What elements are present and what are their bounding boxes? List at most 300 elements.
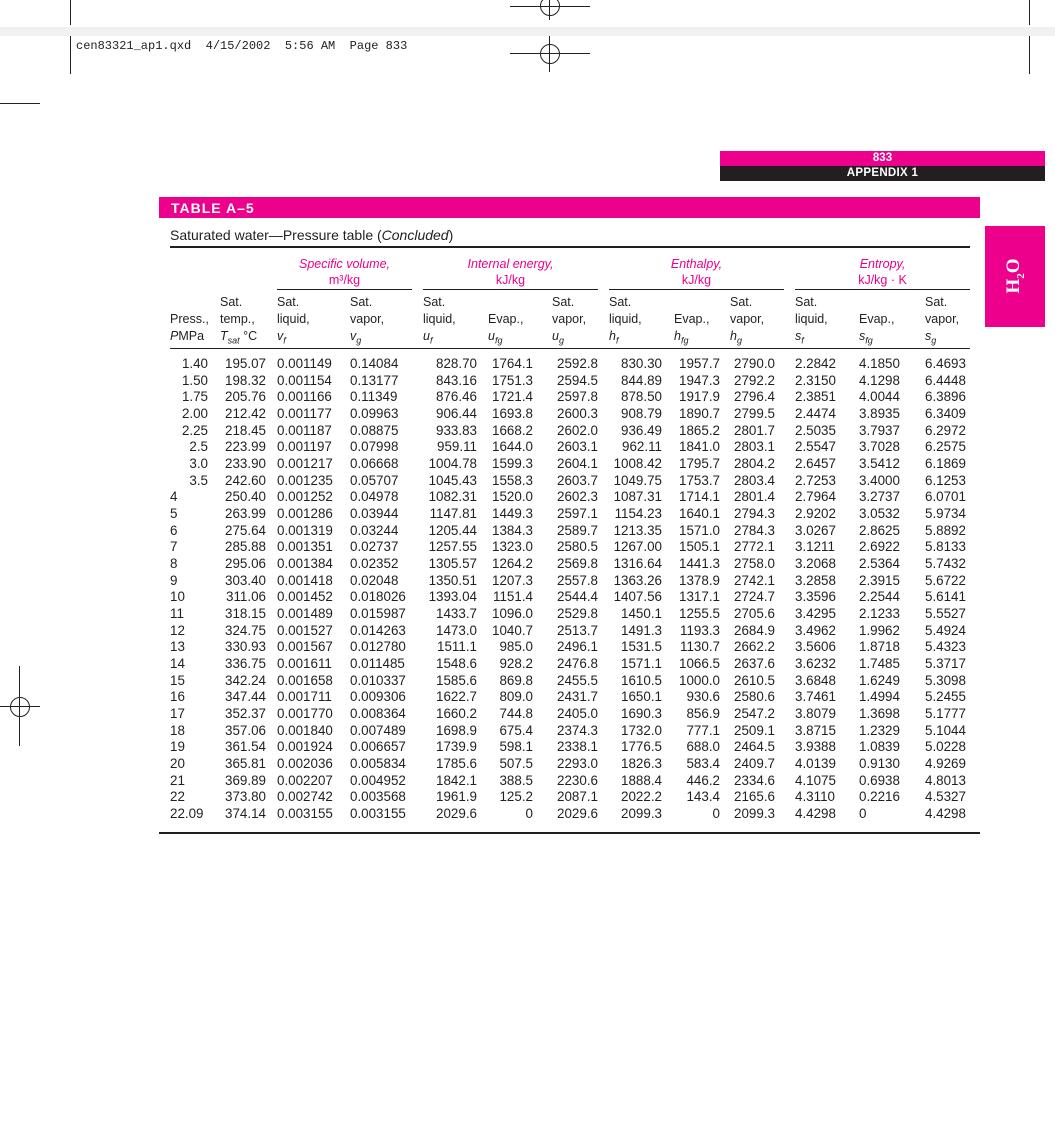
table-cell: 1267.00 <box>613 539 662 555</box>
table-cell: 6 <box>170 522 178 538</box>
table-cell: 2544.4 <box>557 589 598 605</box>
table-cell: 1698.9 <box>436 722 477 738</box>
table-cell: 4.1298 <box>859 372 900 388</box>
table-cell: 1571.0 <box>679 522 720 538</box>
table-cell: 0.008364 <box>350 706 406 722</box>
table-cell: 3.7028 <box>859 439 900 455</box>
crop-mark-left <box>0 103 40 104</box>
table-cell: 0.02048 <box>350 572 399 588</box>
table-cell: 125.2 <box>499 789 533 805</box>
table-cell: 6.3896 <box>925 389 966 405</box>
table-cell: 985.0 <box>499 639 533 655</box>
table-cell: 275.64 <box>225 522 266 538</box>
table-cell: 1947.3 <box>679 372 720 388</box>
table-cell: 365.81 <box>225 756 266 772</box>
table-cell: 3.2068 <box>795 556 836 572</box>
crop-mark-tr-lower <box>1029 36 1030 74</box>
table-cell: 0.001527 <box>277 622 333 638</box>
table-cell: 2087.1 <box>557 789 598 805</box>
table-cell: 1151.4 <box>493 589 533 605</box>
table-cell: 1961.9 <box>436 789 477 805</box>
table-cell: 1548.6 <box>436 656 477 672</box>
table-cell: 1378.9 <box>679 572 720 588</box>
table-cell: 0.05707 <box>350 472 399 488</box>
table-cell: 0.001452 <box>277 589 333 605</box>
table-cell: 1.40 <box>181 356 208 371</box>
table-cell: 1441.3 <box>679 556 720 572</box>
table-cell: 1154.23 <box>614 506 662 522</box>
table-cell: 0.6938 <box>859 772 900 788</box>
table-caption: Saturated water—Pressure table (Concluded) <box>170 227 454 243</box>
table-cell: 374.14 <box>225 806 266 822</box>
table-cell: 962.11 <box>622 439 662 455</box>
table-cell: 2374.3 <box>557 722 598 738</box>
table-cell: 0.002036 <box>277 756 333 772</box>
table-cell: 0.02737 <box>350 539 399 555</box>
table-cell: 17 <box>170 706 185 722</box>
table-cell: 0.001197 <box>277 439 332 455</box>
table-cell: 6.4693 <box>925 356 966 371</box>
table-cell: 2662.2 <box>734 639 775 655</box>
table-cell: 0.009306 <box>350 689 406 705</box>
table-cell: 1087.31 <box>613 489 662 505</box>
table-cell: 1.2329 <box>859 722 900 738</box>
table-cell: 1317.1 <box>679 589 720 605</box>
table-cell: 446.2 <box>686 772 720 788</box>
table-cell: 6.2575 <box>925 439 966 455</box>
table-cell: 2.6922 <box>859 539 900 555</box>
table-cell: 0.001611 <box>277 656 332 672</box>
table-cell: 1865.2 <box>679 422 720 438</box>
group-enthalpy: Enthalpy, kJ/kg <box>670 257 723 287</box>
table-cell: 2293.0 <box>557 756 598 772</box>
table-cell: 2099.3 <box>734 806 775 822</box>
table-cell: 1049.75 <box>613 472 662 488</box>
table-cell: 0.001235 <box>277 472 333 488</box>
table-cell: 1558.3 <box>492 472 533 488</box>
table-cell: 1004.78 <box>428 456 477 472</box>
table-cell: 6.1253 <box>925 472 966 488</box>
table-cell: 1.75 <box>181 389 208 405</box>
table-cell: 933.83 <box>436 422 477 438</box>
table-cell: 2594.5 <box>557 372 598 388</box>
table-cell: 0.001418 <box>277 572 333 588</box>
table-cell: 2.00 <box>181 406 208 421</box>
table-cell: 250.40 <box>225 489 266 505</box>
table-cell: 5.6722 <box>925 572 966 588</box>
table-cell: 2405.0 <box>557 706 598 722</box>
table-cell: 1505.1 <box>679 539 720 555</box>
table-cell: 1.3698 <box>859 706 900 722</box>
table-cell: 5.1044 <box>925 722 966 738</box>
column-header-2: Sat. liquid, $v_f$ <box>277 295 310 346</box>
group-internal-energy: Internal energy, kJ/kg <box>467 257 554 287</box>
table-cell: 373.80 <box>225 789 266 805</box>
table-cell: 0.03244 <box>350 522 399 538</box>
table-cell: 0.015987 <box>350 606 406 622</box>
table-cell: 1363.26 <box>613 572 662 588</box>
table-cell: 2592.8 <box>557 356 598 371</box>
table-cell: 1384.3 <box>492 522 533 538</box>
table-cell: 0.06668 <box>350 456 399 472</box>
table-cell: 1491.3 <box>621 622 662 638</box>
table-cell: 1917.9 <box>679 389 720 405</box>
table-cell: 16 <box>170 689 185 705</box>
table-cell: 959.11 <box>437 439 477 455</box>
table-cell: 0.001770 <box>277 706 333 722</box>
table-cell: 295.06 <box>225 556 266 572</box>
table-cell: 0.003155 <box>350 806 406 822</box>
table-cell: 1193.3 <box>680 622 720 638</box>
table-cell: 878.50 <box>621 389 662 405</box>
table-cell: 2165.6 <box>734 789 775 805</box>
table-cell: 2724.7 <box>734 589 775 605</box>
table-cell: 1690.3 <box>621 706 662 722</box>
table-cell: 2796.4 <box>734 389 775 405</box>
table-cell: 20 <box>170 756 185 772</box>
table-cell: 3.5606 <box>795 639 836 655</box>
table-cell: 369.89 <box>225 772 266 788</box>
table-cell: 1842.1 <box>436 772 477 788</box>
table-cell: 2.5 <box>189 439 208 455</box>
table-cell: 1826.3 <box>621 756 662 772</box>
column-header-10: Sat. liquid, $s_f$ <box>795 295 828 346</box>
table-cell: 2803.4 <box>734 472 775 488</box>
table-cell: 2496.1 <box>557 639 598 655</box>
table-cell: 0.001351 <box>277 539 333 555</box>
table-cell: 5.2455 <box>925 689 966 705</box>
table-cell: 0.001840 <box>277 722 333 738</box>
group-entropy: Entropy, kJ/kg · K <box>858 257 907 287</box>
table-cell: 1610.5 <box>621 672 662 688</box>
table-cell: 0.14084 <box>350 356 399 371</box>
slug-line: cen83321_ap1.qxd 4/15/2002 5:56 AM Page 833 <box>76 39 408 53</box>
table-cell: 5.9734 <box>925 506 966 522</box>
table-cell: 4 <box>170 489 178 505</box>
table-cell: 0.007489 <box>350 722 406 738</box>
table-cell: 1008.42 <box>613 456 662 472</box>
table-cell: 4.1850 <box>859 356 900 371</box>
table-cell: 2029.6 <box>436 806 477 822</box>
table-cell: 0.006657 <box>350 739 406 755</box>
table-cell: 3.2737 <box>859 489 900 505</box>
table-cell: 303.40 <box>225 572 266 588</box>
table-cell: 0.005834 <box>350 756 406 772</box>
appendix-label: APPENDIX 1 <box>720 166 1045 181</box>
column-header-7: Sat. liquid, $h_f$ <box>609 295 642 346</box>
table-cell: 2.5364 <box>859 556 900 572</box>
table-cell: 1.8718 <box>859 639 900 655</box>
table-cell: 0.004952 <box>350 772 406 788</box>
table-cell: 3.5412 <box>859 456 900 472</box>
registration-mark-top <box>540 0 560 16</box>
table-cell: 3.2858 <box>795 572 836 588</box>
table-cell: 0.011485 <box>350 656 405 672</box>
caption-rule <box>170 246 970 248</box>
crop-mark-tl-lower <box>70 36 71 74</box>
table-cell: 2029.6 <box>557 806 598 822</box>
column-header-6: Sat. vapor, $u_g$ <box>552 295 587 346</box>
table-cell: 1393.04 <box>428 589 477 605</box>
h2o-side-tab <box>985 226 1045 327</box>
table-cell: 2513.7 <box>557 622 598 638</box>
table-cell: 1714.1 <box>679 489 720 505</box>
table-cell: 2.7964 <box>795 489 836 505</box>
table-cell: 688.0 <box>686 739 720 755</box>
table-cell: 2547.2 <box>734 706 775 722</box>
table-cell: 2784.3 <box>734 522 775 538</box>
table-cell: 0.010337 <box>350 672 406 688</box>
table-cell: 1323.0 <box>492 539 533 555</box>
table-cell: 12 <box>170 622 185 638</box>
table-cell: 1449.3 <box>492 506 533 522</box>
table-cell: 21 <box>170 772 185 788</box>
table-cell: 1147.81 <box>429 506 477 522</box>
table-cell: 2509.1 <box>734 722 775 738</box>
table-cell: 0.02352 <box>350 556 399 572</box>
table-cell: 1407.56 <box>613 589 662 605</box>
table-cell: 2742.1 <box>734 572 775 588</box>
table-cell: 6.3409 <box>925 406 966 421</box>
table-cell: 3.6848 <box>795 672 836 688</box>
table-cell: 2799.5 <box>734 406 775 421</box>
table-cell: 0.002207 <box>277 772 333 788</box>
top-band <box>0 27 1055 36</box>
table-cell: 1668.2 <box>492 422 533 438</box>
table-cell: 388.5 <box>499 772 533 788</box>
table-cell: 0.2216 <box>859 789 900 805</box>
table-cell: 1753.7 <box>679 472 720 488</box>
table-cell: 1213.35 <box>613 522 662 538</box>
table-cell: 936.49 <box>621 422 662 438</box>
table-cell: 2557.8 <box>557 572 598 588</box>
table-cell: 2099.3 <box>621 806 662 822</box>
table-cell: 1350.51 <box>428 572 477 588</box>
table-cell: 0.04978 <box>350 489 399 505</box>
table-cell: 1571.1 <box>621 656 662 672</box>
table-cell: 828.70 <box>436 356 477 371</box>
table-cell: 1255.5 <box>679 606 720 622</box>
table-cell: 507.5 <box>499 756 533 772</box>
table-cell: 3.3596 <box>795 589 836 605</box>
table-cell: 583.4 <box>686 756 720 772</box>
column-header-9: Sat. vapor, $h_g$ <box>730 295 765 346</box>
table-cell: 1650.1 <box>621 689 662 705</box>
table-cell: 2409.7 <box>734 756 775 772</box>
table-cell: 675.4 <box>499 722 533 738</box>
table-cell: 2602.0 <box>557 422 598 438</box>
table-cell: 1751.3 <box>492 372 533 388</box>
table-cell: 0 <box>712 806 720 822</box>
table-cell: 6.4448 <box>925 372 966 388</box>
table-cell: 3.8715 <box>795 722 836 738</box>
table-cell: 0.018026 <box>350 589 406 605</box>
registration-mark-left <box>10 697 30 717</box>
table-cell: 2803.1 <box>734 439 775 455</box>
table-cell: 2597.8 <box>557 389 598 405</box>
table-cell: 1.0839 <box>859 739 900 755</box>
table-cell: 7 <box>170 539 178 555</box>
group-specific-volume: Specific volume, m³/kg <box>298 257 390 287</box>
column-header-4: Sat. liquid, $u_f$ <box>423 295 456 346</box>
table-cell: 2801.4 <box>734 489 775 505</box>
table-cell: 2.25 <box>181 422 208 438</box>
table-cell: 2476.8 <box>557 656 598 672</box>
table-cell: 2529.8 <box>557 606 598 622</box>
column-header-11: Evap., $s_{fg}$ <box>859 312 895 346</box>
table-cell: 143.4 <box>686 789 720 805</box>
table-cell: 2589.7 <box>557 522 598 538</box>
table-cell: 1257.55 <box>428 539 477 555</box>
table-cell: 1531.5 <box>621 639 662 655</box>
table-cell: 2790.0 <box>734 356 775 371</box>
table-cell: 3.0267 <box>795 522 836 538</box>
table-cell: 6.1869 <box>925 456 966 472</box>
table-cell: 1511.1 <box>437 639 477 655</box>
table-cell: 0.002742 <box>277 789 333 805</box>
table-bottom-rule <box>159 832 980 834</box>
table-cell: 5.1777 <box>925 706 966 722</box>
table-cell: 311.06 <box>226 589 266 605</box>
table-cell: 263.99 <box>225 506 266 522</box>
table-cell: 0 <box>525 806 533 822</box>
table-cell: 2637.6 <box>734 656 775 672</box>
table-cell: 0.001924 <box>277 739 333 755</box>
table-cell: 1599.3 <box>492 456 533 472</box>
table-cell: 361.54 <box>225 739 266 755</box>
table-cell: 212.42 <box>225 406 266 421</box>
table-cell: 598.1 <box>499 739 533 755</box>
table-cell: 14 <box>170 656 185 672</box>
table-cell: 195.07 <box>225 356 266 371</box>
table-cell: 5.8133 <box>925 539 966 555</box>
table-cell: 205.76 <box>225 389 266 405</box>
table-cell: 2.2842 <box>795 356 836 371</box>
table-cell: 4.4298 <box>795 806 836 822</box>
table-cell: 1721.4 <box>492 389 533 405</box>
table-cell: 324.75 <box>225 622 266 638</box>
table-cell: 3.8935 <box>859 406 900 421</box>
table-cell: 0.001217 <box>277 456 333 472</box>
crop-mark-tr <box>1029 0 1030 25</box>
table-cell: 0.13177 <box>350 372 399 388</box>
table-cell: 285.88 <box>225 539 266 555</box>
table-cell: 4.0139 <box>795 756 836 772</box>
table-cell: 1082.31 <box>428 489 477 505</box>
table-cell: 0 <box>859 806 867 822</box>
table-cell: 1450.1 <box>621 606 662 622</box>
table-cell: 876.46 <box>436 389 477 405</box>
table-cell: 1.4994 <box>859 689 900 705</box>
table-cell: 3.0 <box>189 456 208 472</box>
group-rule-entropy <box>795 289 970 290</box>
table-cell: 3.4962 <box>795 622 836 638</box>
table-cell: 218.45 <box>225 422 266 438</box>
table-cell: 0.001166 <box>277 389 332 405</box>
table-cell: 2464.5 <box>734 739 775 755</box>
table-cell: 2.6457 <box>795 456 836 472</box>
table-cell: 2.3851 <box>795 389 836 405</box>
table-cell: 0.003155 <box>277 806 333 822</box>
table-cell: 18 <box>170 722 185 738</box>
table-cell: 1841.0 <box>679 439 720 455</box>
table-cell: 0.012780 <box>350 639 406 655</box>
table-cell: 2.3150 <box>795 372 836 388</box>
table-cell: 0.001384 <box>277 556 333 572</box>
table-cell: 1066.5 <box>679 656 720 672</box>
table-cell: 1.9962 <box>859 622 900 638</box>
table-cell: 5.5527 <box>925 606 966 622</box>
table-cell: 223.99 <box>225 439 266 455</box>
table-cell: 6.2972 <box>925 422 966 438</box>
table-cell: 352.37 <box>225 706 266 722</box>
column-header-8: Evap., $h_{fg}$ <box>674 312 710 346</box>
table-cell: 1096.0 <box>492 606 533 622</box>
group-rule-internal-energy <box>423 289 598 290</box>
table-cell: 1264.2 <box>492 556 533 572</box>
column-header-12: Sat. vapor, $s_g$ <box>925 295 960 346</box>
table-cell: 2602.3 <box>557 489 598 505</box>
table-cell: 843.16 <box>436 372 477 388</box>
table-cell: 2.1233 <box>859 606 900 622</box>
table-cell: 3.7937 <box>859 422 900 438</box>
table-cell: 336.75 <box>225 656 266 672</box>
group-rule-specific-volume <box>277 289 412 290</box>
table-cell: 1433.7 <box>436 606 477 622</box>
table-cell: 2.8625 <box>859 522 900 538</box>
table-cell: 1640.1 <box>679 506 720 522</box>
table-cell: 3.6232 <box>795 656 836 672</box>
table-cell: 5.4323 <box>925 639 966 655</box>
table-cell: 318.15 <box>225 606 266 622</box>
table-cell: 0.003568 <box>350 789 406 805</box>
table-cell: 0.001252 <box>277 489 333 505</box>
table-cell: 1732.0 <box>621 722 662 738</box>
table-cell: 908.79 <box>621 406 662 421</box>
table-cell: 4.0044 <box>859 389 900 405</box>
table-cell: 6.0701 <box>925 489 966 505</box>
table-cell: 2569.8 <box>557 556 598 572</box>
table-cell: 0.001567 <box>277 639 333 655</box>
table-cell: 930.6 <box>686 689 720 705</box>
table-cell: 357.06 <box>225 722 266 738</box>
table-cell: 19 <box>170 739 185 755</box>
table-cell: 744.8 <box>499 706 533 722</box>
table-cell: 3.9388 <box>795 739 836 755</box>
table-cell: 242.60 <box>225 472 266 488</box>
table-cell: 2705.6 <box>734 606 775 622</box>
table-cell: 2597.1 <box>557 506 598 522</box>
table-cell: 1.50 <box>181 372 208 388</box>
table-cell: 2.3915 <box>859 572 900 588</box>
table-cell: 777.1 <box>686 722 720 738</box>
table-cell: 330.93 <box>225 639 266 655</box>
table-cell: 3.4000 <box>859 472 900 488</box>
table-cell: 1.7485 <box>859 656 900 672</box>
table-cell: 1585.6 <box>436 672 477 688</box>
table-cell: 2603.1 <box>557 439 598 455</box>
table-cell: 809.0 <box>499 689 533 705</box>
table-cell: 2.4474 <box>795 406 836 421</box>
page-number: 833 <box>720 151 1045 166</box>
table-cell: 2792.2 <box>734 372 775 388</box>
table-cell: 2794.3 <box>734 506 775 522</box>
table-cell: 0.9130 <box>859 756 900 772</box>
table-cell: 869.8 <box>499 672 533 688</box>
table-cell: 3.0532 <box>859 506 900 522</box>
table-cell: 2.2544 <box>859 589 900 605</box>
table-cell: 1045.43 <box>428 472 477 488</box>
